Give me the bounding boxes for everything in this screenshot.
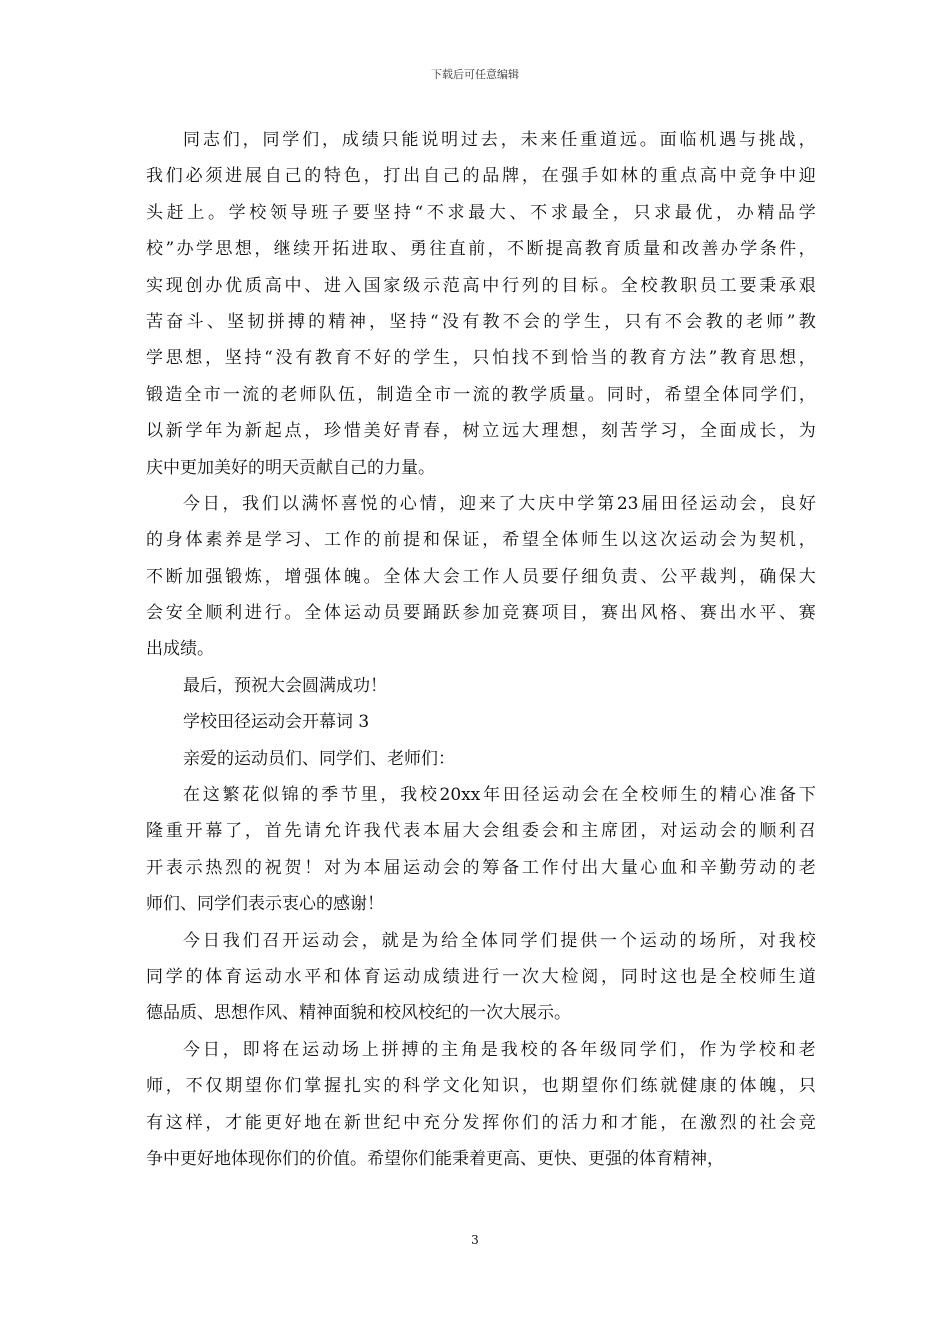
text-line: 开 表 示 热 烈 的 祝 贺 ！ 对 为 本 届 运 动 会 的 筹 备 工 作 付 出 大 量 心 血 和 辛 勤 劳 动 的 老 bbox=[146, 857, 816, 878]
text-line: 锻 造 全 市 一 流 的 老 师 队 伍 ， 制 造 全 市 一 流 的 教 学 质 量 。 同 时 ， 希 望 全 体 同 学 们 ， bbox=[146, 384, 816, 405]
paragraph bbox=[146, 777, 816, 923]
text-line: 以 新 学 年 为 新 起 点 ， 珍 惜 美 好 青 春 ， 树 立 远 大 理 想 ， 刻 苦 学 习 ， 全 面 成 长 ， 为 bbox=[146, 421, 816, 442]
paragraph bbox=[146, 1032, 816, 1178]
page-number: 3 bbox=[471, 1233, 479, 1247]
text-line: 师 ， 不 仅 期 望 你 们 掌 握 扎 实 的 科 学 文 化 知 识 ， 也 期 望 你 们 练 就 健 康 的 体 魄 ， 只 bbox=[146, 1076, 816, 1097]
text-line: 实 现 创 办 优 质 高 中 、 进 入 国 家 级 示 范 高 中 行 列 的 目 标 。 全 校 教 职 员 工 要 秉 承 艰 bbox=[146, 275, 816, 296]
text-line: 同 志 们 ， 同 学 们 ， 成 绩 只 能 说 明 过 去 ， 未 来 任 重 道 远 。 面 临 机 遇 与 挑 战 ， bbox=[183, 130, 816, 150]
text-line: 头 赶 上 。 学 校 领 导 班 子 要 坚 持 “ 不 求 最 大 、 不 求 最 全 ， 只 求 最 优 ， 办 精 品 学 bbox=[146, 202, 816, 223]
text-line: 今 日 ， 我 们 以 满 怀 喜 悦 的 心 情 ， 迎 来 了 大 庆 中 学 第 23 届 田 径 运 动 会 ， 良 好 bbox=[183, 493, 816, 514]
document-body bbox=[146, 122, 816, 1177]
text-line: 今 日 我 们 召 开 运 动 会 ， 就 是 为 给 全 体 同 学 们 提 供 一 个 运 动 的 场 所 ， 对 我 校 bbox=[183, 930, 816, 951]
page-header: 下载后可任意编辑 bbox=[431, 68, 519, 81]
paragraph bbox=[146, 923, 816, 1032]
text-line: 隆 重 开 幕 了 ， 首 先 请 允 许 我 代 表 本 届 大 会 组 委 会 和 主 席 团 ， 对 运 动 会 的 顺 利 召 bbox=[146, 821, 816, 842]
text-line: 德品质、思想作风、精神面貌和校风校纪的一次大展示。 bbox=[146, 1003, 571, 1024]
text-line: 会 安 全 顺 利 进 行 。 全 体 运 动 员 要 踊 跃 参 加 竞 赛 项 目 ， 赛 出 风 格 、 赛 出 水 平 、 赛 bbox=[146, 603, 816, 624]
text-line: 出成绩。 bbox=[146, 639, 214, 660]
text-line: 争中更好地体现你们的价值。希望你们能秉着更高、更快、更强的体育精神， bbox=[146, 1148, 724, 1169]
paragraph bbox=[146, 741, 816, 777]
text-line: 苦 奋 斗 、 坚 韧 拼 搏 的 精 神 ， 坚 持 “ 没 有 教 不 会 的 学 生 ， 只 有 不 会 教 的 老 师 ” 教 bbox=[146, 311, 816, 332]
text-line: 的 身 体 素 养 是 学 习 、 工 作 的 前 提 和 保 证 ， 希 望 全 体 师 生 以 这 次 运 动 会 为 契 机 ， bbox=[146, 530, 816, 551]
text-line: 同 学 的 体 育 运 动 水 平 和 体 育 运 动 成 绩 进 行 一 次 大 检 阅 ， 同 时 这 也 是 全 校 师 生 道 bbox=[146, 966, 816, 987]
text-line: 今 日 ， 即 将 在 运 动 场 上 拼 搏 的 主 角 是 我 校 的 各 年 级 同 学 们 ， 作 为 学 校 和 老 bbox=[183, 1039, 816, 1060]
text-line: 在 这 繁 花 似 锦 的 季 节 里 ， 我 校 20xx 年 田 径 运 动 会 在 全 校 师 生 的 精 心 准 备 下 bbox=[183, 785, 816, 806]
text-line: 学校田径运动会开幕词 3 bbox=[183, 712, 370, 733]
text-line: 师们、同学们表示衷心的感谢！ bbox=[146, 894, 384, 915]
paragraph bbox=[146, 704, 816, 740]
text-line: 校 ” 办 学 思 想 ， 继 续 开 拓 进 取 、 勇 往 直 前 ， 不 断 提 高 教 育 质 量 和 改 善 办 学 条 件 ， bbox=[146, 239, 816, 260]
text-line: 最后，预祝大会圆满成功！ bbox=[183, 675, 387, 696]
text-line: 庆中更加美好的明天贡献自己的力量。 bbox=[146, 457, 435, 478]
text-line: 我 们 必 须 进 展 自 己 的 特 色 ， 打 出 自 己 的 品 牌 ， 在 强 手 如 林 的 重 点 高 中 竞 争 中 迎 bbox=[146, 166, 816, 187]
paragraph bbox=[146, 668, 816, 704]
text-line: 有 这 样 ， 才 能 更 好 地 在 新 世 纪 中 充 分 发 挥 你 们 的 活 力 和 才 能 ， 在 激 烈 的 社 会 竞 bbox=[146, 1112, 816, 1133]
paragraph bbox=[146, 122, 816, 486]
paragraph bbox=[146, 486, 816, 668]
text-line: 不 断 加 强 锻 炼 ， 增 强 体 魄 。 全 体 大 会 工 作 人 员 要 仔 细 负 责 、 公 平 裁 判 ， 确 保 大 bbox=[146, 566, 816, 587]
text-line: 学 思 想 ， 坚 持 “ 没 有 教 育 不 好 的 学 生 ， 只 怕 找 不 到 恰 当 的 教 育 方 法 ” 教 育 思 想 ， bbox=[146, 348, 816, 369]
text-line: 亲爱的运动员们、同学们、老师们： bbox=[183, 748, 455, 769]
